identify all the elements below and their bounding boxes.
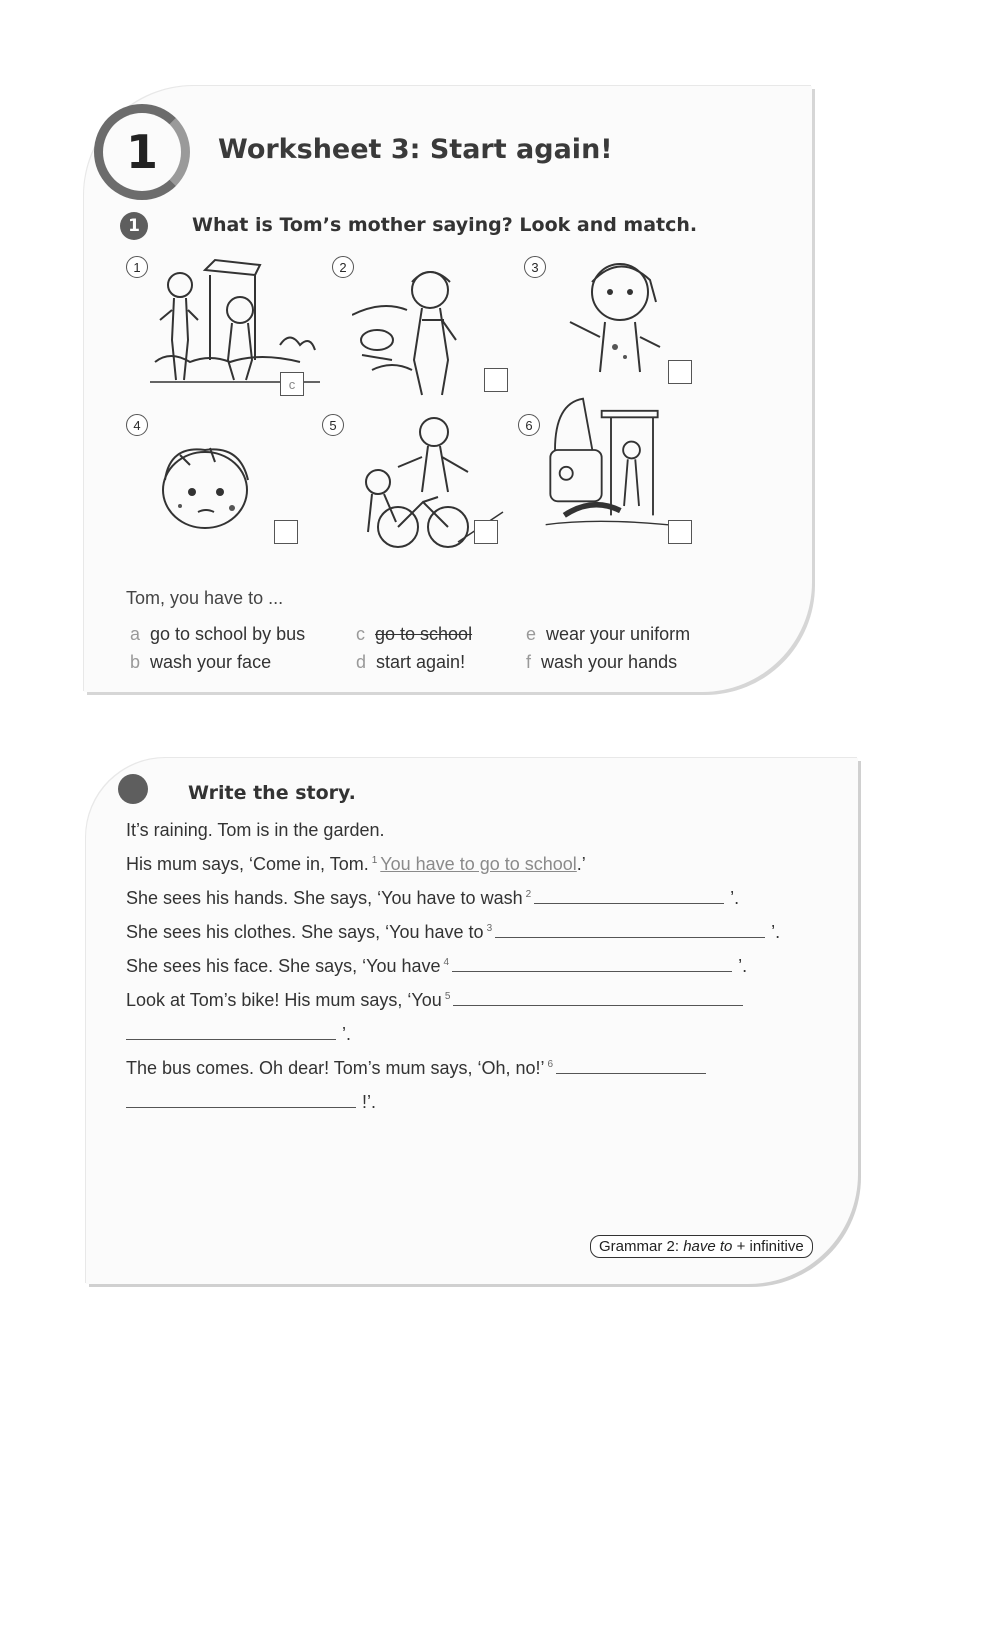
option-d-letter: d — [356, 652, 367, 672]
picture-2-answer-box[interactable] — [484, 368, 508, 392]
story-line-1: It’s raining. Tom is in the garden. — [126, 820, 385, 840]
option-a-text: go to school by bus — [150, 624, 306, 644]
picture-1-illustration — [150, 250, 320, 390]
gap-3-number: 3 — [486, 923, 493, 934]
picture-5-answer-box[interactable] — [474, 520, 498, 544]
option-e-letter: e — [526, 624, 537, 644]
exercise-1-instruction: What is Tom’s mother saying? Look and match. — [192, 214, 698, 236]
picture-1-answer-box[interactable]: c — [280, 372, 304, 396]
story-line-5-end: ’. — [738, 956, 748, 976]
picture-6-illustration — [540, 394, 710, 534]
option-b-text: wash your face — [150, 652, 272, 672]
gap-5-number: 5 — [444, 991, 451, 1002]
gap-4-number: 4 — [443, 957, 450, 968]
picture-4-number: 4 — [126, 414, 148, 436]
story-line-9-end: !’. — [362, 1092, 377, 1112]
match-prompt: Tom, you have to ... — [126, 588, 284, 608]
picture-5-number: 5 — [322, 414, 344, 436]
grammar-structure: have to — [683, 1238, 733, 1255]
option-c-text: go to school — [375, 624, 473, 644]
option-a-letter: a — [130, 624, 141, 644]
picture-3-number: 3 — [524, 256, 546, 278]
gap-3-blank[interactable] — [495, 923, 765, 938]
option-c — [356, 624, 472, 645]
grammar-rest: + infinitive — [736, 1238, 804, 1255]
story-line-2 — [126, 854, 586, 875]
story-line-4 — [126, 922, 780, 943]
worksheet-title: Worksheet 3: Start again! — [218, 134, 613, 165]
story-line-4-end: ’. — [771, 922, 781, 942]
story-line-4-text: She sees his clothes. She says, ‘You have to — [126, 922, 484, 942]
picture-4-answer-box[interactable] — [274, 520, 298, 544]
option-b — [130, 652, 271, 673]
option-f-letter: f — [526, 652, 532, 672]
exercise-1-number: 1 — [120, 212, 148, 240]
option-f-text: wash your hands — [541, 652, 678, 672]
story-line-3 — [126, 888, 739, 909]
gap-2-number: 2 — [525, 889, 532, 900]
gap-6-blank-continued[interactable] — [126, 1093, 356, 1108]
gap-2-blank[interactable] — [534, 889, 724, 904]
option-c-letter: c — [356, 624, 365, 644]
gap-6-number: 6 — [547, 1059, 554, 1070]
unit-number-badge — [94, 104, 190, 200]
story-line-9 — [126, 1092, 376, 1113]
unit-number: 1 — [125, 125, 158, 179]
gap-4-blank[interactable] — [452, 957, 732, 972]
picture-6-number: 6 — [518, 414, 540, 436]
gap-1-example-answer: You have to go to school — [380, 854, 577, 874]
picture-1-number: 1 — [126, 256, 148, 278]
picture-6-answer-box[interactable] — [668, 520, 692, 544]
option-d — [356, 652, 465, 673]
story-line-8 — [126, 1058, 712, 1079]
gap-6-blank[interactable] — [556, 1059, 706, 1074]
option-d-text: start again! — [376, 652, 466, 672]
picture-3-answer-box[interactable] — [668, 360, 692, 384]
story-line-3-text: She sees his hands. She says, ‘You have to wash — [126, 888, 523, 908]
picture-3-illustration — [560, 252, 730, 392]
gap-5-blank[interactable] — [453, 991, 743, 1006]
option-e — [526, 624, 690, 645]
option-e-text: wear your uniform — [546, 624, 691, 644]
story-line-7-end: ’. — [342, 1024, 351, 1044]
exercise-2-number-circle — [118, 774, 148, 804]
option-a — [130, 624, 305, 645]
story-line-3-end: ’. — [730, 888, 740, 908]
story-line-5 — [126, 956, 747, 977]
story-line-7 — [126, 1024, 351, 1045]
grammar-reference-tag — [590, 1235, 813, 1258]
story-line-6 — [126, 990, 749, 1011]
picture-2-number: 2 — [332, 256, 354, 278]
grammar-label: Grammar 2: — [599, 1238, 680, 1255]
story-line-2-end: .’ — [576, 854, 586, 874]
story-line-8-text: The bus comes. Oh dear! Tom’s mum says, ‘Oh, no!’ — [126, 1058, 545, 1078]
option-f — [526, 652, 677, 673]
story-line-5-text: She sees his face. She says, ‘You have — [126, 956, 441, 976]
exercise-2-instruction: Write the story. — [188, 782, 356, 804]
option-b-letter: b — [130, 652, 141, 672]
gap-5-blank-continued[interactable] — [126, 1025, 336, 1040]
gap-1-number: 1 — [371, 855, 378, 866]
story-line-6-text: Look at Tom’s bike! His mum says, ‘You — [126, 990, 442, 1010]
story-line-2-text: His mum says, ‘Come in, Tom. — [126, 854, 369, 874]
